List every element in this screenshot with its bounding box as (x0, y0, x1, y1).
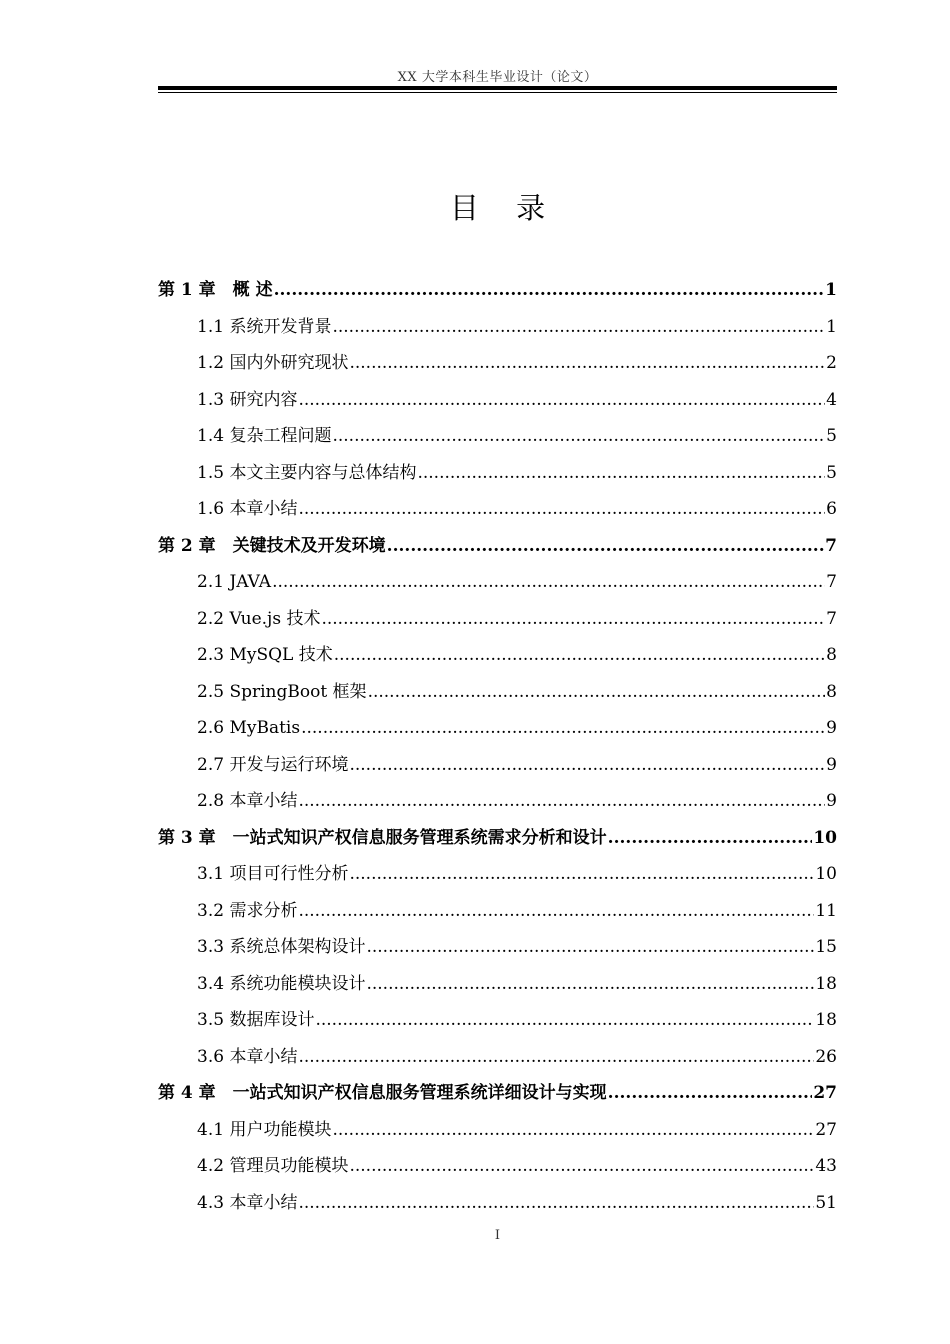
toc-dot-leader (301, 710, 825, 747)
running-header: XX 大学本科生毕业设计（论文） (397, 70, 598, 85)
toc-section-entry[interactable] (158, 637, 837, 674)
page-number: I (494, 1228, 501, 1243)
toc-section-entry[interactable] (158, 783, 837, 820)
toc-entry-page: 51 (815, 1192, 837, 1213)
toc-entry-page: 8 (826, 645, 837, 665)
toc-section-entry[interactable] (158, 1112, 837, 1149)
toc-section-entry[interactable] (158, 893, 837, 930)
toc-entry-page: 26 (815, 1046, 837, 1067)
toc-dot-leader (366, 929, 814, 966)
toc-dot-leader (332, 309, 825, 346)
toc-entry-label: 第 2 章 关键技术及开发环境 (158, 535, 386, 556)
toc-dot-leader (349, 1148, 814, 1185)
toc-section-entry[interactable] (158, 1002, 837, 1039)
toc-dot-leader (298, 491, 825, 528)
toc-entry-page: 7 (826, 572, 837, 592)
toc-section-entry[interactable] (158, 1185, 837, 1222)
toc-chapter-entry[interactable] (158, 272, 837, 309)
toc-dot-leader (332, 1112, 814, 1149)
toc-entry-label: 1.6 本章小结 (197, 499, 298, 519)
toc-entry-label: 1.5 本文主要内容与总体结构 (197, 462, 417, 483)
toc-entry-label: 2.3 MySQL 技术 (197, 645, 333, 665)
toc-dot-leader (298, 783, 825, 820)
toc-entry-page: 1 (825, 280, 837, 300)
toc-dot-leader (366, 966, 814, 1003)
toc-dot-leader (387, 528, 824, 565)
toc-entry-page: 7 (825, 535, 837, 556)
toc-entry-label: 4.1 用户功能模块 (197, 1119, 332, 1140)
toc-entry-page: 7 (826, 608, 837, 629)
toc-section-entry[interactable] (158, 710, 837, 747)
toc-entry-label: 1.3 研究内容 (197, 389, 298, 410)
toc-dot-leader (608, 820, 813, 857)
toc-dot-leader (272, 564, 825, 601)
toc-chapter-entry[interactable] (158, 820, 837, 857)
toc-title: 目 录 (449, 191, 560, 225)
header-rule-thick (158, 86, 837, 90)
toc-entry-label: 2.6 MyBatis (197, 718, 301, 738)
toc-entry-page: 9 (826, 791, 837, 811)
toc-section-entry[interactable] (158, 747, 837, 784)
toc-section-entry[interactable] (158, 601, 837, 638)
toc-dot-leader (298, 1185, 814, 1222)
toc-section-entry[interactable] (158, 455, 837, 492)
toc-dot-leader (298, 1039, 814, 1076)
toc-entry-label: 3.5 数据库设计 (197, 1010, 315, 1030)
toc-entry-page: 27 (815, 1119, 837, 1140)
toc-entry-page: 8 (826, 681, 837, 702)
toc-entry-page: 1 (826, 316, 837, 337)
toc-entry-page: 18 (815, 973, 837, 994)
toc-entry-label: 1.1 系统开发背景 (197, 316, 332, 337)
toc-dot-leader (417, 455, 825, 492)
toc-dot-leader (274, 272, 825, 309)
toc-chapter-entry[interactable] (158, 1075, 837, 1112)
toc-section-entry[interactable] (158, 345, 837, 382)
toc-entry-label: 1.2 国内外研究现状 (197, 353, 349, 373)
toc-entry-page: 18 (815, 1010, 837, 1030)
toc-section-entry[interactable] (158, 929, 837, 966)
toc-entry-page: 2 (826, 353, 837, 373)
toc-entry-label: 2.1 JAVA (197, 572, 272, 592)
toc-entry-label: 3.3 系统总体架构设计 (197, 937, 366, 957)
toc-dot-leader (349, 345, 825, 382)
toc-entry-page: 4 (826, 389, 837, 410)
toc-entry-label: 第 3 章 一站式知识产权信息服务管理系统需求分析和设计 (158, 827, 607, 848)
header-rule-thin (158, 92, 837, 93)
toc-dot-leader (334, 637, 825, 674)
toc-entry-label: 4.2 管理员功能模块 (197, 1156, 349, 1176)
toc-entry-label: 3.4 系统功能模块设计 (197, 973, 366, 994)
toc-entry-label: 3.2 需求分析 (197, 900, 298, 921)
toc-entry-page: 11 (815, 900, 837, 921)
toc-entry-page: 5 (826, 426, 837, 446)
toc-section-entry[interactable] (158, 1039, 837, 1076)
toc-section-entry[interactable] (158, 309, 837, 346)
toc-dot-leader (315, 1002, 814, 1039)
toc-entry-label: 1.4 复杂工程问题 (197, 426, 332, 446)
toc-entry-page: 15 (815, 937, 837, 957)
toc-entry-label: 2.8 本章小结 (197, 791, 298, 811)
toc-dot-leader (608, 1075, 813, 1112)
toc-entry-label: 2.2 Vue.js 技术 (197, 608, 321, 629)
toc-section-entry[interactable] (158, 674, 837, 711)
toc-entry-label: 第 1 章 概 述 (158, 280, 273, 300)
toc-entry-page: 10 (815, 864, 837, 884)
toc-dot-leader (349, 747, 825, 784)
toc-dot-leader (332, 418, 825, 455)
toc-section-entry[interactable] (158, 966, 837, 1003)
table-of-contents (158, 272, 837, 1221)
toc-section-entry[interactable] (158, 856, 837, 893)
toc-section-entry[interactable] (158, 382, 837, 419)
toc-entry-page: 43 (815, 1156, 837, 1176)
toc-dot-leader (321, 601, 825, 638)
toc-section-entry[interactable] (158, 564, 837, 601)
toc-section-entry[interactable] (158, 418, 837, 455)
toc-dot-leader (298, 893, 814, 930)
toc-entry-label: 3.6 本章小结 (197, 1046, 298, 1067)
toc-entry-label: 2.5 SpringBoot 框架 (197, 681, 367, 702)
toc-dot-leader (298, 382, 825, 419)
toc-entry-label: 4.3 本章小结 (197, 1192, 298, 1213)
toc-entry-label: 3.1 项目可行性分析 (197, 864, 349, 884)
toc-chapter-entry[interactable] (158, 528, 837, 565)
toc-entry-page: 6 (826, 499, 837, 519)
toc-dot-leader (349, 856, 814, 893)
toc-section-entry[interactable] (158, 1148, 837, 1185)
toc-entry-label: 2.7 开发与运行环境 (197, 754, 349, 775)
toc-entry-label: 第 4 章 一站式知识产权信息服务管理系统详细设计与实现 (158, 1083, 607, 1103)
toc-entry-page: 5 (826, 462, 837, 483)
toc-dot-leader (368, 674, 826, 711)
toc-entry-page: 9 (826, 718, 837, 738)
toc-entry-page: 10 (813, 827, 837, 848)
toc-section-entry[interactable] (158, 491, 837, 528)
toc-entry-page: 27 (813, 1083, 837, 1103)
toc-entry-page: 9 (826, 754, 837, 775)
